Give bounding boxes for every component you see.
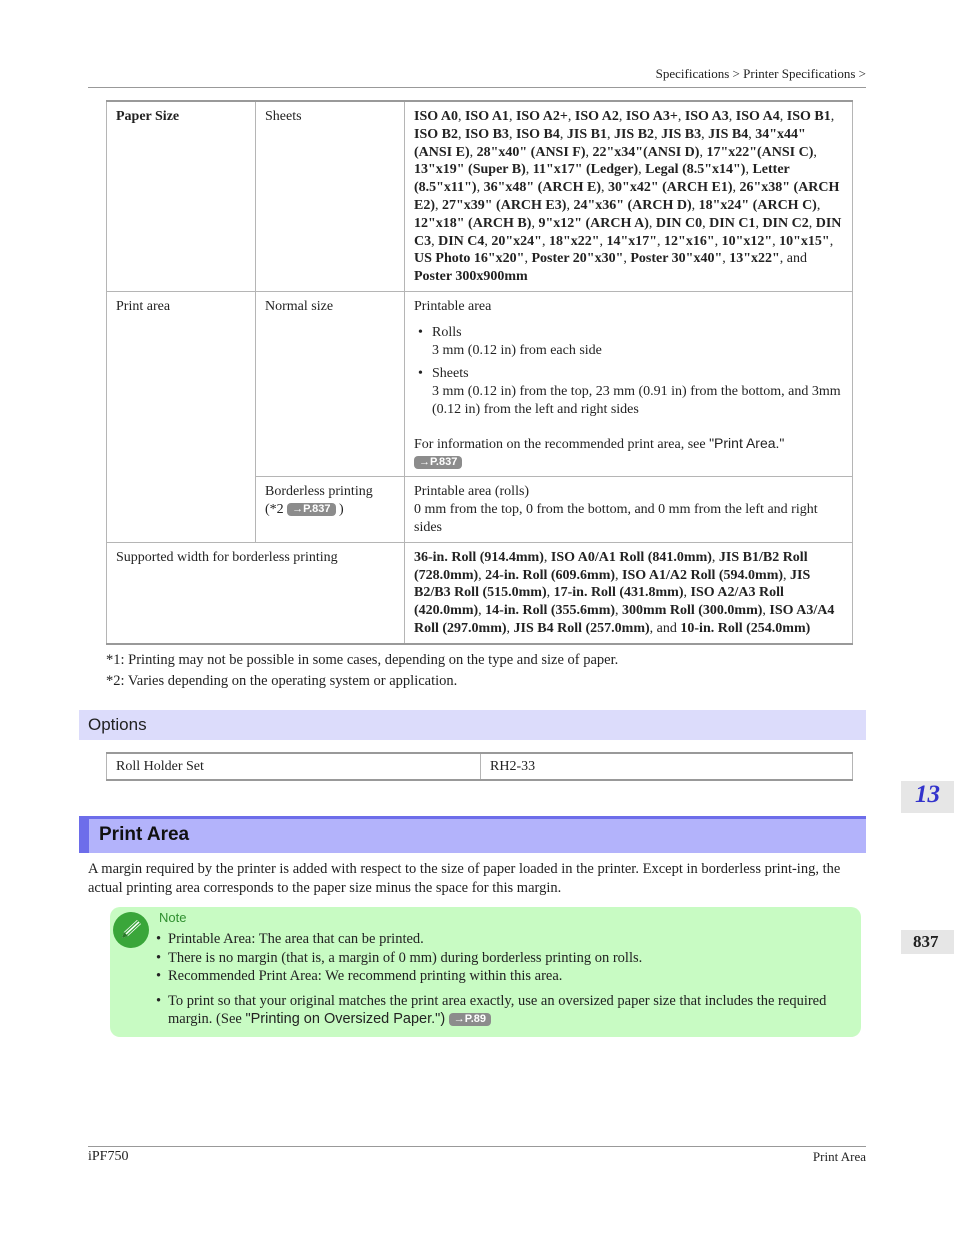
separator: ,: [772, 233, 780, 249]
size-name: 11"x17" (Ledger): [532, 162, 639, 178]
size-name: DIN C2: [762, 215, 809, 231]
separator: ,: [559, 126, 567, 142]
size-name: ISO A1: [464, 109, 509, 124]
page-ref-badge[interactable]: →P.837: [414, 456, 462, 469]
separator: ,: [457, 126, 465, 142]
size-name: ISO A2/A3 Roll (420.0mm): [414, 585, 784, 619]
size-name: 13"x19" (Super B): [414, 162, 526, 178]
size-name: ISO A1/A2 Roll (594.0mm): [622, 567, 784, 583]
borderless-value-cell: [405, 477, 853, 542]
size-name: 12"x16": [664, 233, 715, 249]
separator: ,: [546, 585, 554, 601]
separator: ,: [525, 162, 533, 178]
footer-rule: [88, 1146, 866, 1147]
separator: ,: [701, 126, 709, 142]
separator: ,: [648, 215, 656, 231]
size-name: 27"x39" (ARCH E3): [442, 197, 567, 213]
separator: ,: [524, 251, 532, 267]
separator: ,: [585, 144, 593, 160]
size-name: 28"x40" (ANSI F): [476, 144, 586, 160]
page-ref-badge[interactable]: →P.837: [287, 503, 335, 516]
size-name: 10"x15": [779, 233, 830, 249]
size-name: 24"x36" (ARCH D): [573, 197, 692, 213]
size-name: ISO A3: [684, 109, 729, 124]
separator: ,: [829, 233, 834, 249]
size-name: 300mm Roll (300.0mm): [622, 603, 763, 619]
separator: ,: [567, 109, 575, 124]
separator: ,: [779, 109, 787, 124]
size-name: 9"x12" (ARCH A): [538, 215, 649, 231]
separator: ,: [435, 197, 442, 213]
size-name: 36"x48" (ARCH E): [483, 180, 602, 196]
separator: ,: [508, 109, 516, 124]
size-name: 10"x12": [721, 233, 773, 249]
size-name: JIS B1: [566, 126, 607, 142]
heading-accent: [79, 816, 89, 853]
size-name: US Photo 16"x20": [414, 251, 525, 267]
size-name: ISO B3: [464, 126, 509, 142]
table-row: [107, 753, 853, 780]
rolls-label: • Rolls: [432, 324, 462, 340]
separator: ,: [683, 585, 691, 601]
separator: , and: [779, 251, 807, 267]
borderless-text: 0 mm from the top, 0 from the bottom, and 0 mm from the left and right sides: [414, 502, 818, 535]
separator: ,: [623, 251, 631, 267]
separator: , and: [649, 620, 681, 636]
separator: ,: [711, 549, 719, 565]
print-area-paragraph: A margin required by the printer is added with respect to the size of paper loaded in the printer. Except in borderless print-ing, the actual printing area corresponds to the paper size minus the space for this margin.: [88, 861, 841, 896]
size-name: 17"x22"(ANSI C): [706, 144, 814, 160]
note-list: [156, 930, 846, 1029]
note-last-text: To print so that your original matches the print area exactly, use an oversized paper size that includes the required margin. (See: [168, 992, 827, 1027]
separator: ,: [531, 215, 539, 231]
size-name: DIN C3: [414, 215, 842, 249]
borderless-cell: [256, 477, 405, 542]
separator: ,: [469, 144, 477, 160]
size-name: 18"x24" (ARCH C): [698, 197, 817, 213]
separator: ,: [478, 603, 486, 619]
separator: ,: [728, 109, 736, 124]
footnote-1: *1: Printing may not be possible in some cases, depending on the type and size of paper.: [106, 652, 619, 668]
print-area-label: Print area: [107, 291, 256, 542]
separator: ,: [654, 126, 662, 142]
sheets-item-text: 3 mm (0.12 in) from the top, 23 mm (0.91 in) from the bottom, and 3mm (0.12 in) from the left and right sides: [432, 384, 841, 417]
chapter-tab[interactable]: [901, 781, 954, 813]
separator: ,: [677, 109, 685, 124]
separator: ,: [745, 162, 753, 178]
size-name: 17-in. Roll (431.8mm): [553, 585, 684, 601]
page-number-box: [901, 930, 954, 954]
table-row: [107, 542, 853, 643]
rolls-text: 3 mm (0.12 in) from each side: [432, 342, 602, 358]
size-name: 20"x24": [491, 233, 542, 249]
size-name: JIS B4 Roll (257.0mm): [513, 620, 650, 636]
list-item: • There is no margin (that is, a margin of 0 mm) during borderless printing on rolls.: [156, 949, 846, 968]
separator: ,: [722, 251, 730, 267]
size-name: DIN C1: [709, 215, 756, 231]
list-item: [418, 324, 843, 360]
size-name: ISO B1: [786, 109, 831, 124]
info-line: [414, 435, 843, 472]
separator: ,: [566, 197, 574, 213]
note-ref-suffix: ): [335, 502, 344, 518]
separator: ,: [541, 233, 549, 249]
list-item: • Recommended Print Area: We recommend printing within this area.: [156, 967, 846, 986]
footer-model: iPF750: [88, 1149, 129, 1164]
size-name: Poster 30"x40": [630, 251, 723, 267]
separator: ,: [657, 233, 665, 249]
size-name: ISO A2: [574, 109, 619, 124]
size-name: ISO A0: [414, 109, 458, 124]
separator: ,: [702, 215, 710, 231]
size-name: ISO B4: [515, 126, 560, 142]
margin-list: [414, 324, 843, 419]
footnote-2: *2: Varies depending on the operating system or application.: [106, 673, 458, 689]
options-title: Options: [88, 715, 147, 734]
separator: ,: [457, 109, 465, 124]
footer-section: Print Area: [812, 1149, 866, 1164]
separator: ,: [714, 233, 722, 249]
size-name: ISO A3+: [625, 109, 678, 124]
size-name: 14-in. Roll (355.6mm): [485, 603, 616, 619]
separator: ,: [601, 180, 609, 196]
size-name: Letter (8.5"x11"): [414, 162, 790, 196]
paper-spec-table: [106, 100, 853, 645]
printable-area-label: Printable area: [414, 298, 492, 314]
oversized-paper-link[interactable]: "Printing on Oversized Paper."): [245, 1011, 446, 1027]
size-name: JIS B3: [661, 126, 702, 142]
list-item: [156, 992, 846, 1029]
separator: ,: [830, 109, 835, 124]
separator: ,: [762, 603, 770, 619]
size-name: DIN C0: [655, 215, 703, 231]
separator: ,: [691, 197, 699, 213]
size-name: 36-in. Roll (914.4mm): [414, 549, 544, 565]
separator: ,: [476, 180, 484, 196]
size-name: 24-in. Roll (609.6mm): [485, 567, 616, 583]
size-name: ISO A4: [735, 109, 780, 124]
table-row: [107, 101, 853, 291]
borderless-note: [265, 501, 395, 519]
size-name: ISO A3/A4 Roll (297.0mm): [414, 603, 835, 636]
breadcrumb: Specifications > Printer Specifications >: [655, 66, 866, 81]
size-name: JIS B4: [708, 126, 749, 142]
separator: ,: [615, 567, 623, 583]
normal-size-label: Normal size: [256, 291, 405, 476]
size-name: 26"x38" (ARCH E2): [414, 180, 840, 213]
list-item: • Printable Area: The area that can be printed.: [156, 930, 846, 949]
separator: ,: [808, 215, 816, 231]
pencil-icon: [113, 912, 149, 948]
size-name: Legal (8.5"x14"): [645, 162, 746, 178]
separator: ,: [813, 144, 817, 160]
size-name: 12"x18" (ARCH B): [414, 215, 532, 231]
separator: ,: [606, 126, 614, 142]
separator: ,: [816, 197, 821, 213]
paper-size-label: Paper Size: [107, 101, 256, 291]
size-name: 14"x17": [606, 233, 658, 249]
size-name: 30"x42" (ARCH E1): [608, 180, 733, 196]
borderless-label: Borderless printing: [265, 484, 373, 500]
sheets-label: Sheets: [256, 101, 405, 291]
separator: ,: [783, 567, 791, 583]
separator: ,: [543, 549, 551, 565]
note-ref-prefix: (*2: [265, 502, 288, 518]
info-text: For information on the recommended print area, see: [414, 436, 710, 452]
supported-width-label: Supported width for borderless printing: [107, 542, 405, 643]
separator: ,: [599, 233, 607, 249]
separator: ,: [618, 109, 626, 124]
options-section-bar: [79, 710, 866, 740]
size-name: 10-in. Roll (254.0mm): [680, 620, 811, 636]
separator: ,: [508, 126, 516, 142]
page-number: 837: [913, 932, 939, 951]
size-name: JIS B2: [613, 126, 655, 142]
option-label: Roll Holder Set: [107, 753, 481, 780]
size-name: 18"x22": [548, 233, 600, 249]
separator: ,: [748, 126, 756, 142]
size-name: DIN C4: [438, 233, 485, 249]
separator: ,: [431, 233, 439, 249]
separator: ,: [732, 180, 740, 196]
print-area-heading-bar: [79, 816, 866, 853]
printable-area-rolls-label: Printable area (rolls): [414, 484, 530, 500]
list-item: [418, 365, 843, 418]
separator: ,: [478, 567, 486, 583]
size-name: JIS B2/B3 Roll (515.0mm): [414, 567, 811, 601]
separator: ,: [484, 233, 492, 249]
separator: ,: [638, 162, 646, 178]
size-name: ISO A0/A1 Roll (841.0mm): [550, 549, 712, 565]
options-table: [106, 752, 853, 781]
page-ref-badge[interactable]: →P.89: [449, 1013, 491, 1026]
print-area-link[interactable]: "Print Area.": [709, 434, 785, 451]
size-name: JIS B1/B2 Roll (728.0mm): [414, 549, 808, 583]
size-name: 13"x22": [729, 251, 780, 267]
note-title: Note: [159, 910, 187, 925]
sheets-sizes-cell: [405, 101, 853, 291]
separator: ,: [615, 603, 623, 619]
separator: ,: [755, 215, 763, 231]
size-name: Poster 300x900mm: [414, 269, 528, 285]
print-area-title: Print Area: [99, 824, 190, 845]
sheets-item-label: • Sheets: [432, 366, 469, 382]
size-name: ISO A2+: [515, 109, 568, 124]
size-name: Poster 20"x30": [531, 251, 624, 267]
size-name: ISO B2: [414, 126, 458, 142]
supported-width-cell: [405, 542, 853, 643]
option-value: RH2-33: [481, 753, 853, 780]
header-rule: [88, 87, 866, 88]
table-row: [107, 291, 853, 476]
normal-size-cell: [405, 291, 853, 476]
chapter-number: 13: [915, 781, 940, 808]
separator: ,: [699, 144, 707, 160]
separator: ,: [506, 620, 514, 636]
size-name: 22"x34"(ANSI D): [592, 144, 700, 160]
size-name: 34"x44" (ANSI E): [414, 126, 806, 160]
